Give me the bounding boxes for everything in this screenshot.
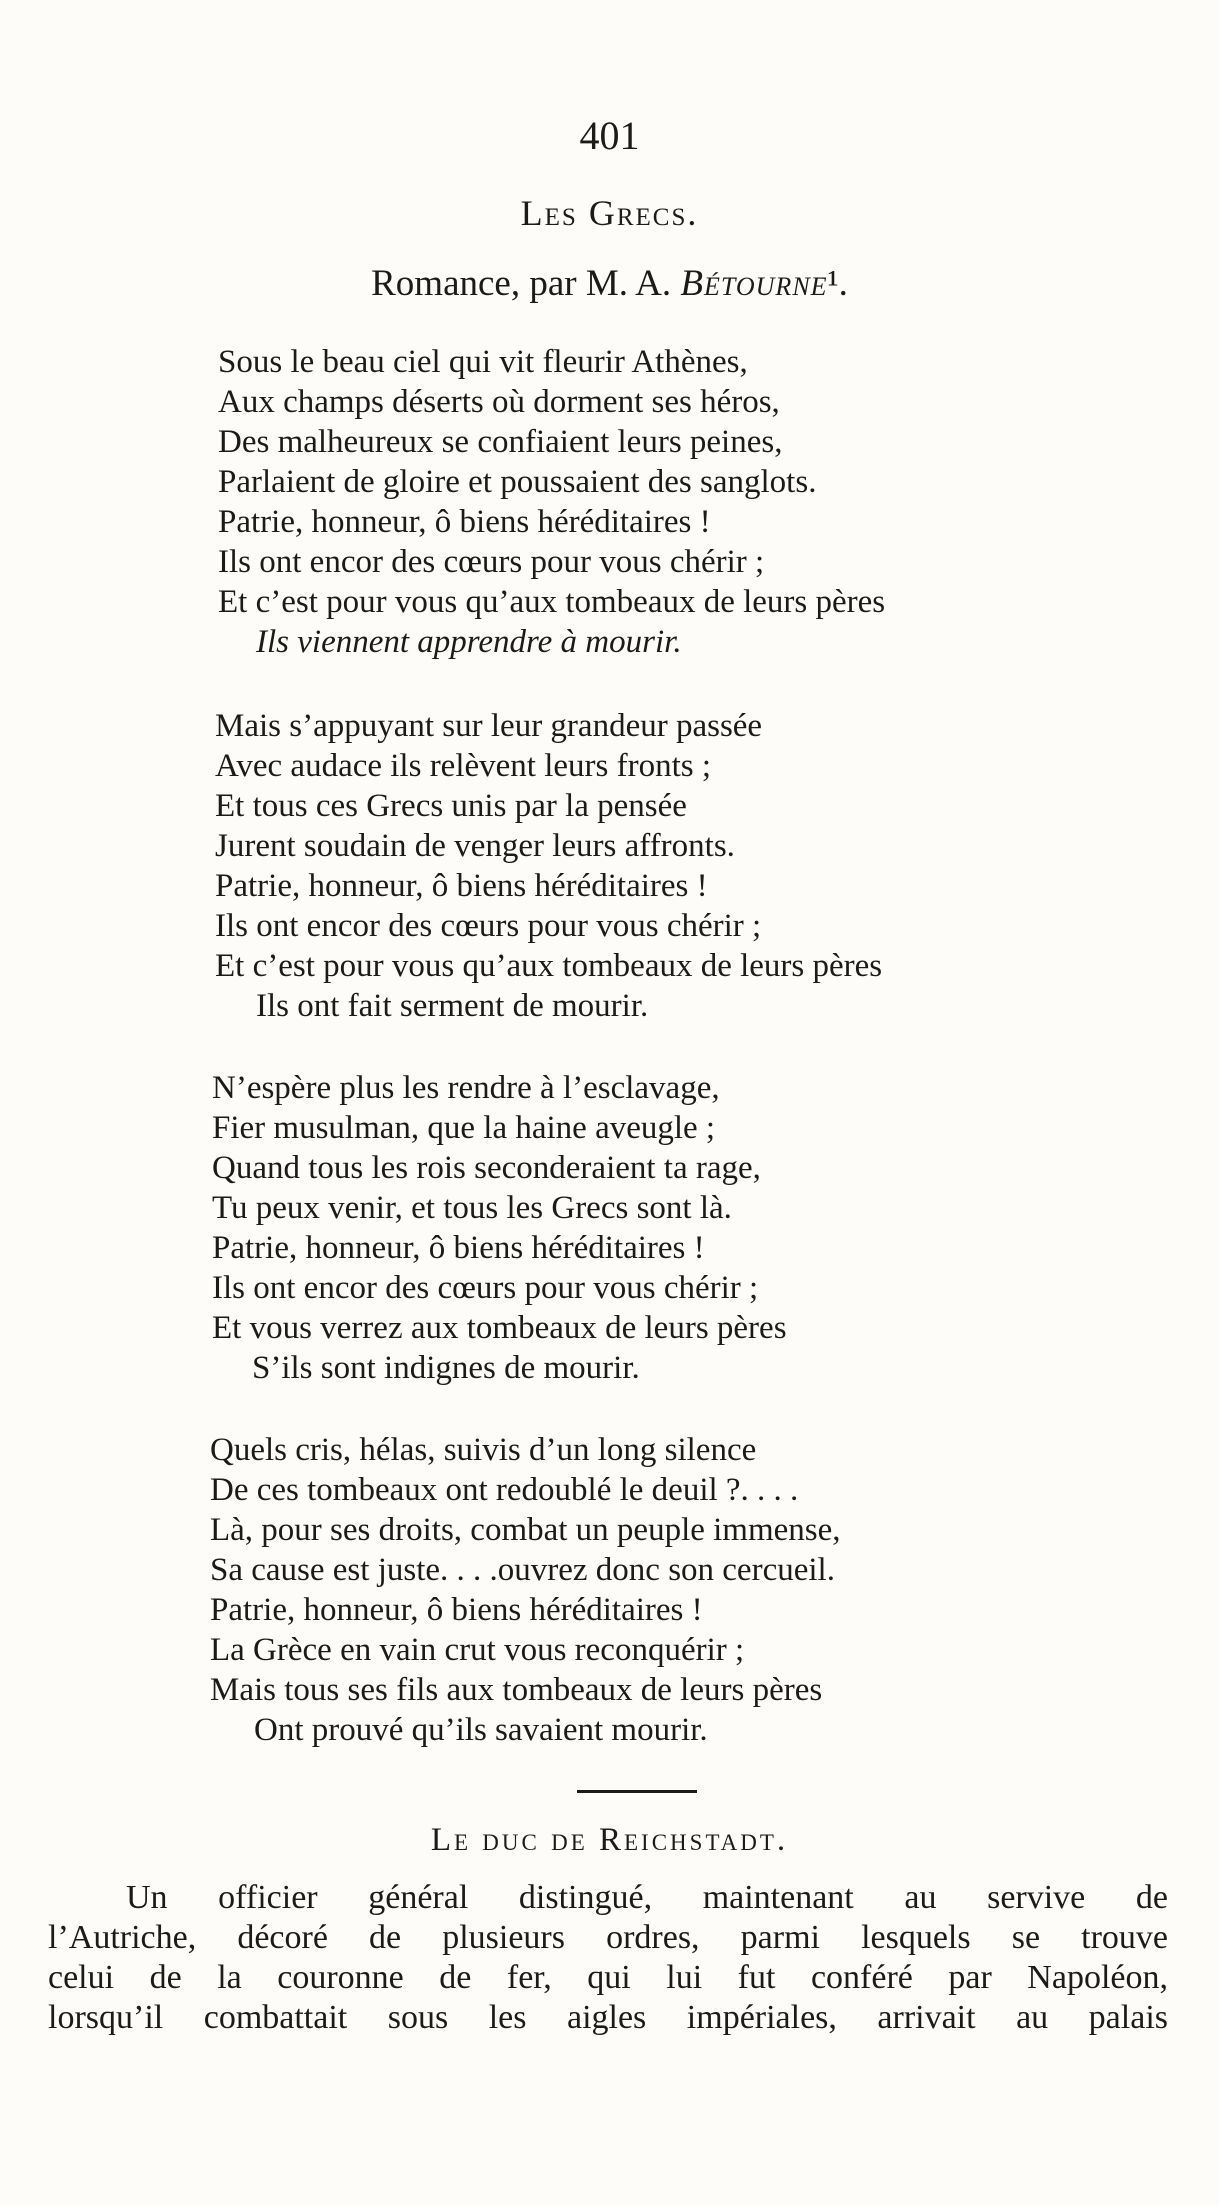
verse-line: Quels cris, hélas, suivis d’un long silence [210,1432,757,1468]
verse-line: Quand tous les rois seconderaient ta rage, [212,1150,761,1186]
verse-line: Avec audace ils relèvent leurs fronts ; [215,748,712,784]
prose-line: l’Autriche, décoré de plusieurs ordres, parmi lesquels se trouve [48,1919,1168,1956]
verse-line: Des malheureux se confiaient leurs peines, [218,424,783,460]
verse-line: Ils ont encor des cœurs pour vous chérir ; [212,1270,759,1306]
verse-line: Ils viennent apprendre à mourir. [256,624,682,660]
page-number: 401 [579,113,640,158]
author-name: Bétourne [680,263,828,304]
verse-line: N’espère plus les rendre à l’esclavage, [212,1070,720,1106]
poem-subtitle [0,262,1219,305]
verse-line: Patrie, honneur, ô biens héréditaires ! [210,1592,703,1628]
section-divider [577,1790,697,1793]
subtitle-prefix: Romance, par M. A. [371,263,681,304]
verse-line: Ils ont fait serment de mourir. [256,988,649,1024]
verse-line: Patrie, honneur, ô biens héréditaires ! [218,504,711,540]
verse-line: Ils ont encor des cœurs pour vous chérir ; [218,544,765,580]
verse-line: Jurent soudain de venger leurs affronts. [215,828,735,864]
verse-line: Patrie, honneur, ô biens héréditaires ! [215,868,708,904]
verse-line: Et c’est pour vous qu’aux tombeaux de leurs pères [218,584,886,620]
prose-line: celui de la couronne de fer, qui lui fut conféré par Napoléon, [48,1959,1168,1996]
verse-line: Tu peux venir, et tous les Grecs sont là. [212,1190,732,1226]
verse-line: Et c’est pour vous qu’aux tombeaux de leurs pères [215,948,883,984]
verse-line: Sous le beau ciel qui vit fleurir Athènes, [218,344,748,380]
verse-line: Ils ont encor des cœurs pour vous chérir ; [215,908,762,944]
verse-line: Là, pour ses droits, combat un peuple immense, [210,1512,841,1548]
verse-line: Mais tous ses fils aux tombeaux de leurs pères [210,1672,823,1708]
verse-line: Patrie, honneur, ô biens héréditaires ! [212,1230,705,1266]
verse-line: Aux champs déserts où dorment ses héros, [218,384,780,420]
verse-line: De ces tombeaux ont redoublé le deuil ?. . . . [210,1472,799,1508]
verse-line: Sa cause est juste. . . .ouvrez donc son cercueil. [210,1552,835,1588]
verse-line: Et vous verrez aux tombeaux de leurs pères [212,1310,787,1346]
footnote-mark: ¹. [827,263,848,304]
verse-line: La Grèce en vain crut vous reconquérir ; [210,1632,745,1668]
verse-line: S’ils sont indignes de mourir. [252,1350,640,1386]
prose-line: lorsqu’il combattait sous les aigles impériales, arrivait au palais [48,1999,1168,2036]
poem-title: Les Grecs. [520,193,699,233]
verse-line: Parlaient de gloire et poussaient des sanglots. [218,464,817,500]
verse-line: Fier musulman, que la haine aveugle ; [212,1110,716,1146]
article-title: Le duc de Reichstadt. [430,1822,789,1858]
verse-line: Et tous ces Grecs unis par la pensée [215,788,687,824]
prose-line: Un officier général distingué, maintenant au servive de [126,1879,1168,1916]
verse-line: Ont prouvé qu’ils savaient mourir. [254,1712,708,1748]
verse-line: Mais s’appuyant sur leur grandeur passée [215,708,763,744]
